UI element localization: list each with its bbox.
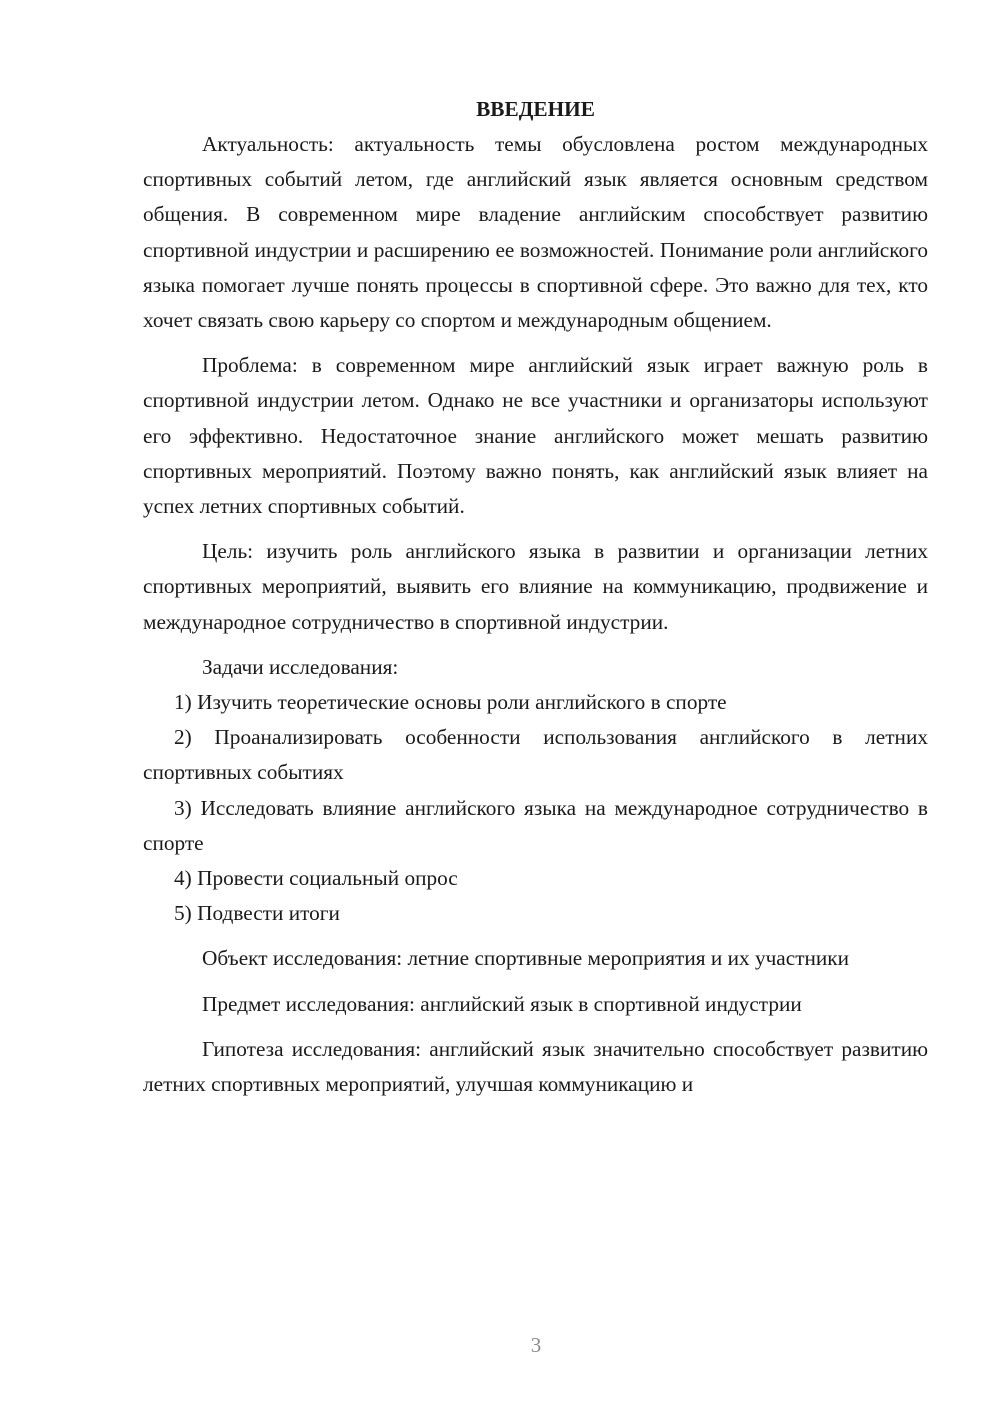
page-number: 3 <box>530 1333 542 1357</box>
paragraph-goal: Цель: изучить роль английского языка в развитии и организации летних спортивных мероприятий, выявить его влияние на коммуникацию, продвижение и международное сотрудничество в спортивной индустрии. <box>143 539 928 634</box>
paragraph-relevance: Актуальность: актуальность темы обусловлена ростом международных спортивных событий летом, где английский язык является основным средством общения. В современном мире владение английским способствует развитию спортивной индустрии и расширению ее возможностей. Понимание роли английского языка помогает лучше понять процессы в спортивной сфере. Это важно для тех, кто хочет связать свою карьеру со спортом и международным общением. <box>143 132 928 333</box>
paragraph-problem: Проблема: в современном мире английский язык играет важную роль в спортивной индустрии летом. Однако не все участники и организаторы используют его эффективно. Недостаточное знание английского может мешать развитию спортивных мероприятий. Поэтому важно понять, как английский язык влияет на успех летних спортивных событий. <box>143 353 928 519</box>
tasks-heading: Задачи исследования: <box>202 654 399 679</box>
document-page <box>143 92 928 1102</box>
list-item-task-3: 3) Исследовать влияние английского языка на международное сотрудничество в спорте <box>143 795 928 855</box>
section-heading: ВВЕДЕНИЕ <box>476 97 595 121</box>
paragraph-subject: Предмет исследования: английский язык в спортивной индустрии <box>202 991 802 1016</box>
paragraph-hypothesis: Гипотеза исследования: английский язык значительно способствует развитию летних спортивных мероприятий, улучшая коммуникацию и <box>143 1036 928 1097</box>
list-item-task-5: 5) Подвести итоги <box>174 901 340 926</box>
paragraph-object: Объект исследования: летние спортивные мероприятия и их участники <box>202 946 850 971</box>
list-item-task-2: 2) Проанализировать особенности использования английского в летних спортивных событиях <box>143 725 928 785</box>
list-item-task-1: 1) Изучить теоретические основы роли английского в спорте <box>174 690 727 715</box>
list-item-task-4: 4) Провести социальный опрос <box>174 866 458 891</box>
